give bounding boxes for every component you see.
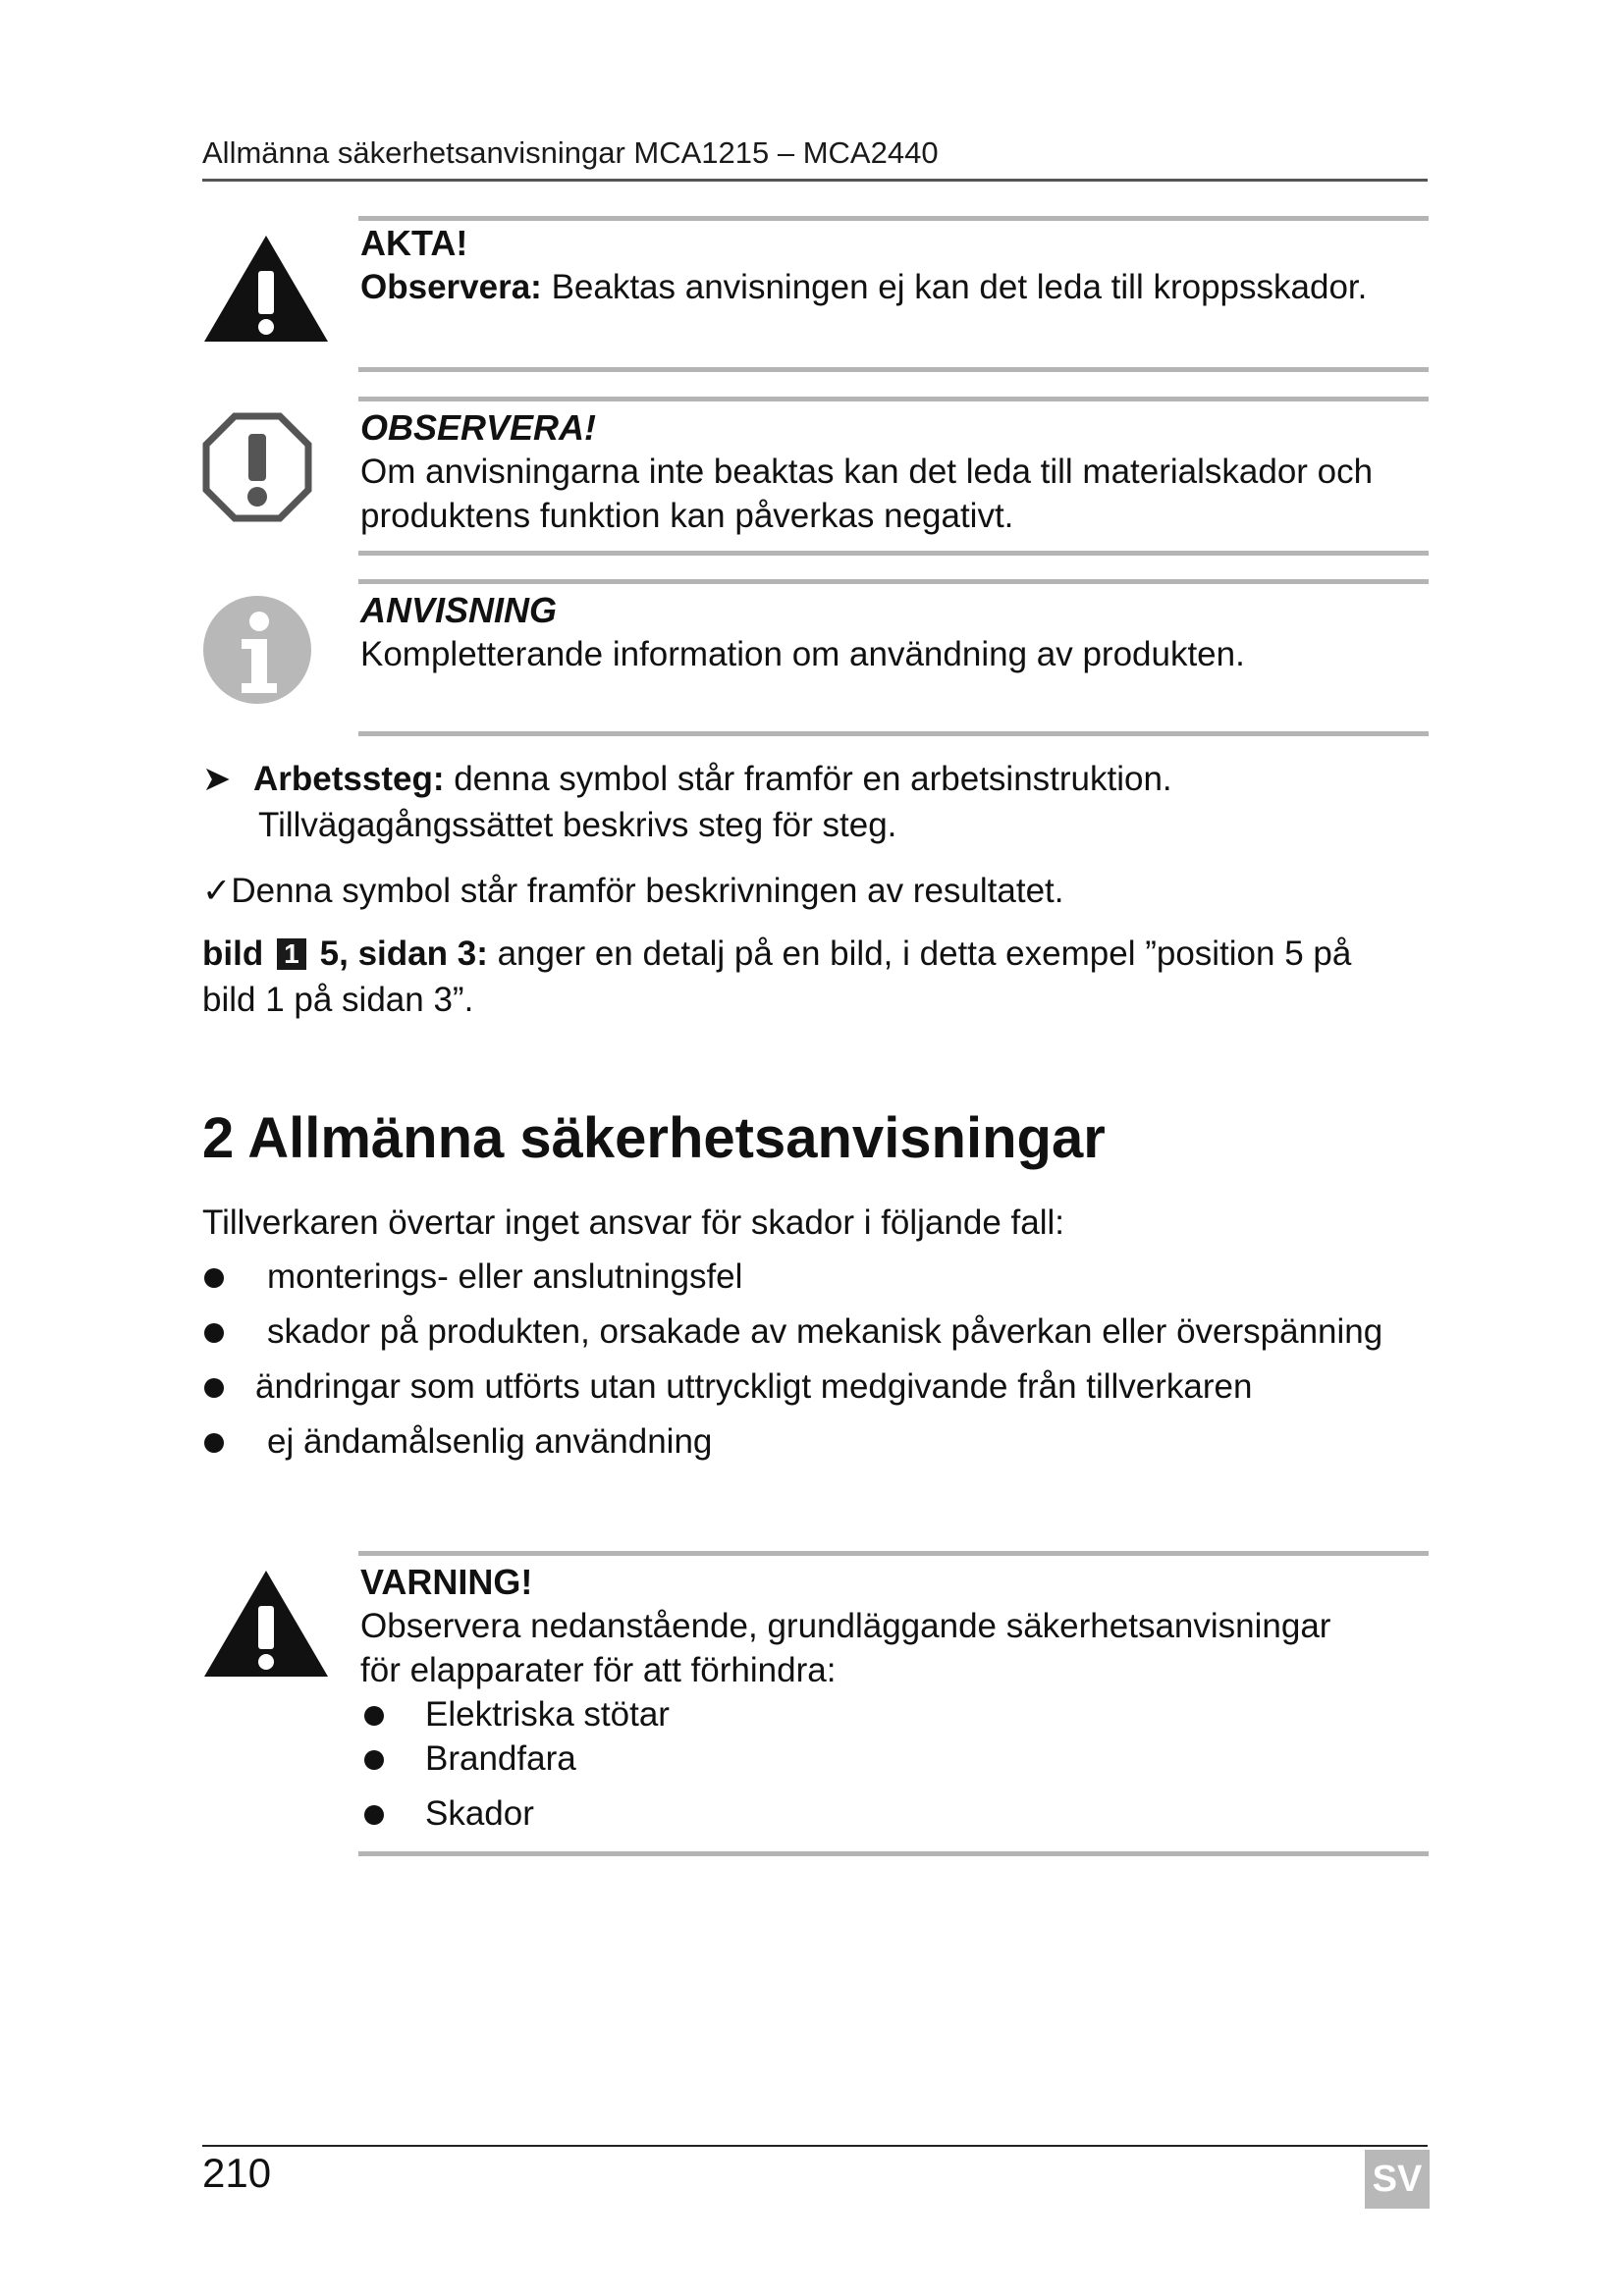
figure-text-line2: bild 1 på sidan 3”.	[202, 981, 474, 1019]
bullet-icon	[204, 1268, 224, 1288]
notice-rule-bottom	[358, 551, 1429, 556]
list-item-text: Skador	[425, 1794, 534, 1833]
notice-text-line: Observera nedanstående, grundläggande säkerhetsanvisningar	[360, 1607, 1331, 1645]
notice-text-line: för elapparater för att förhindra:	[360, 1651, 837, 1689]
section-intro: Tillverkaren övertar inget ansvar för skador i följande fall:	[202, 1203, 1064, 1242]
notice-body: Beaktas anvisningen ej kan det leda till kroppsskador.	[551, 268, 1368, 306]
notice-akta	[360, 222, 1431, 309]
notice-observera	[360, 406, 1431, 538]
page-header: Allmänna säkerhetsanvisningar MCA1215 – MCA2440	[202, 135, 939, 170]
step-text-line2: Tillvägagångssättet beskrivs steg för steg.	[258, 806, 897, 844]
checkmark-icon: ✓	[202, 872, 232, 910]
list-item-text: ändringar som utförts utan uttryckligt medgivande från tillverkaren	[255, 1367, 1253, 1406]
footer-rule	[202, 2145, 1428, 2147]
figure-number-box: 1	[277, 938, 306, 970]
step-text: denna symbol står framför en arbetsinstruktion.	[444, 760, 1172, 798]
notice-rule-top	[358, 397, 1429, 401]
language-badge: SV	[1365, 2150, 1430, 2209]
result-text: Denna symbol står framför beskrivningen av resultatet.	[231, 872, 1064, 910]
octagon-exclamation-icon	[202, 412, 312, 522]
notice-lead: Observera:	[360, 268, 542, 306]
step-symbol-paragraph	[202, 756, 1439, 848]
bullet-icon	[364, 1805, 384, 1825]
list-item-text: ej ändamålsenlig användning	[267, 1422, 713, 1461]
notice-rule-top	[358, 579, 1429, 584]
figure-text: anger en detalj på en bild, i detta exempel ”position 5 på	[487, 934, 1352, 973]
notice-varning	[360, 1561, 1431, 1692]
notice-title: AKTA!	[360, 223, 468, 263]
bullet-icon	[364, 1706, 384, 1726]
bullet-icon	[204, 1323, 224, 1343]
bullet-icon	[364, 1750, 384, 1770]
section-heading: 2 Allmänna säkerhetsanvisningar	[202, 1106, 1106, 1170]
notice-anvisning	[360, 589, 1431, 676]
notice-text-line: Om anvisningarna inte beaktas kan det leda till materialskador och	[360, 453, 1374, 491]
list-item-text: skador på produkten, orsakade av mekanisk påverkan eller överspänning	[267, 1312, 1383, 1351]
result-symbol-paragraph	[202, 868, 1439, 914]
notice-rule-bottom	[358, 731, 1429, 736]
list-item-text: monterings- eller anslutningsfel	[267, 1257, 743, 1296]
notice-title: ANVISNING	[360, 590, 558, 630]
warning-triangle-icon	[202, 1569, 330, 1679]
figure-lead: bild	[202, 934, 264, 973]
notice-text: Kompletterande information om användning av produkten.	[360, 635, 1245, 673]
notice-rule-top	[358, 1551, 1429, 1556]
figure-reference-paragraph	[202, 931, 1439, 1023]
notice-title: OBSERVERA!	[360, 407, 597, 448]
step-lead: Arbetssteg:	[253, 760, 445, 798]
bullet-icon	[204, 1433, 224, 1453]
notice-text-line: produktens funktion kan påverkas negativt.	[360, 497, 1014, 535]
figure-position: 5, sidan 3:	[309, 934, 488, 973]
warning-triangle-icon	[202, 234, 330, 344]
notice-rule-bottom	[358, 367, 1429, 372]
list-item-text: Elektriska stötar	[425, 1695, 670, 1734]
page-number: 210	[202, 2150, 272, 2196]
arrow-right-icon: ➤	[202, 760, 232, 798]
notice-rule-top	[358, 216, 1429, 221]
header-rule	[202, 179, 1428, 182]
info-icon	[202, 595, 312, 705]
notice-title: VARNING!	[360, 1562, 533, 1602]
notice-text	[360, 265, 1431, 309]
bullet-icon	[204, 1378, 224, 1398]
notice-rule-bottom	[358, 1851, 1429, 1856]
list-item-text: Brandfara	[425, 1739, 576, 1778]
